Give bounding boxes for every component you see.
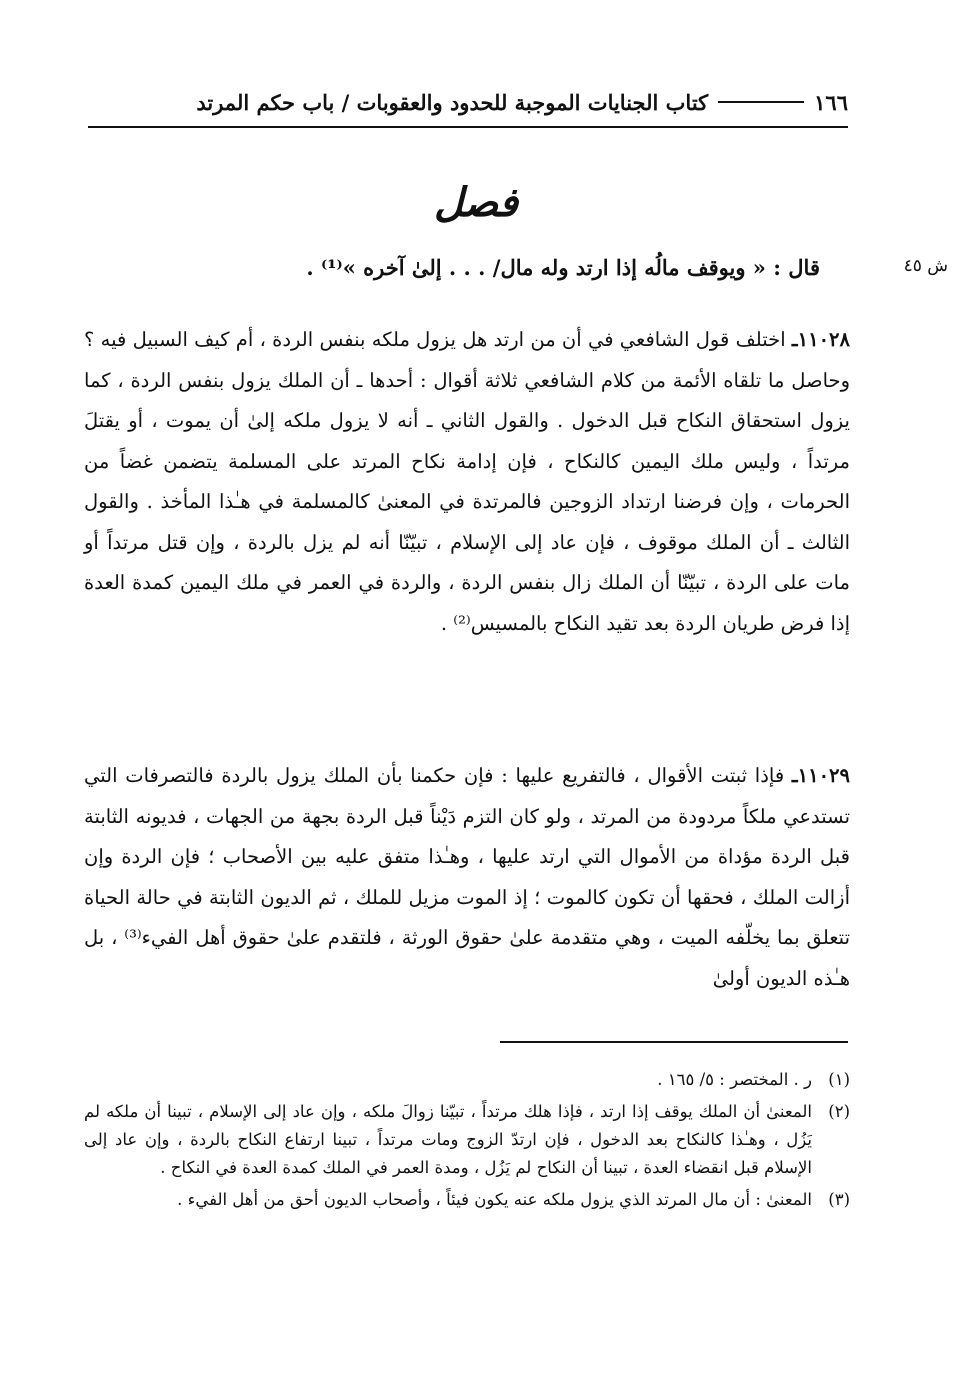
footnote-text: المعنىٰ : أن مال المرتد الذي يزول ملكه عنه يكون فيئاً ، وأصحاب الديون أحق من أهل الفيء . — [177, 1190, 812, 1209]
footnote-text: ر . المختصر : ٥/ ١٦٥ . — [657, 1070, 812, 1089]
footnote — [84, 1066, 850, 1094]
paragraph-text: فإذا ثبتت الأقوال ، فالتفريع عليها : فإن حكمنا بأن الملك يزول بالردة فالتصرفات التي تستدعي ملكاً مردودة من المرتد ، ولو كان التزم دَيْناً قبل الردة بجهة من الجهات ، فديونه الثابتة قبل الردة مؤداة من الأموال التي ارتد عليها ، وهـٰذا متفق عليه بين الأصحاب ؛ فإن الردة وإن أزالت الملك ، فحقها أن تكون كالموت ؛ إذ الموت مزيل للملك ، ثم الديون الثابتة في حالة الحياة تتعلق بما يخلّفه الميت ، وهي متقدمة علىٰ حقوق الورثة ، فلتقدم علىٰ حقوق أهل الفيء⁽³⁾ ، بل هـٰذه الديون أولىٰ — [84, 764, 850, 990]
header-dash — [718, 101, 804, 103]
footnotes — [84, 1066, 850, 1218]
margin-reference: ش ٤٥ — [903, 256, 948, 276]
paragraph-11029 — [84, 756, 850, 999]
header-rule — [88, 126, 848, 128]
section-title-fasl: فصل — [433, 179, 519, 226]
header-title: كتاب الجنايات الموجبة للحدود والعقوبات / باب حكم المرتد — [196, 89, 709, 115]
paragraph-number: ١١٠٢٩ـ — [791, 764, 851, 787]
footnote-number: (٣) — [828, 1190, 850, 1209]
paragraph-number: ١١٠٢٨ـ — [791, 328, 851, 351]
paragraph-11028 — [84, 320, 850, 644]
footnote-number: (١) — [828, 1070, 850, 1089]
paragraph-text: اختلف قول الشافعي في أن من ارتد هل يزول ملكه بنفس الردة ، أم كيف السبيل فيه ؟ وحاصل ما تلقاه الأئمة من كلام الشافعي ثلاثة أقوال : أحدها ـ أن الملك يزول بنفس الردة ، كما يزول استحقاق النكاح قبل الدخول . والقول الثاني ـ أنه لا يزول ملكه إلىٰ أن يموت ، أو يقتلَ مرتداً ، وليس ملك اليمين كالنكاح ، فإن إدامة نكاح المرتد على المسلمة يتضمن غضاً من الحرمات ، وإن فرضنا ارتداد الزوجين فالمرتدة في المعنىٰ كالمسلمة في هـٰذا المأخذ . والقول الثالث ـ أن الملك موقوف ، فإن عاد إلى الإسلام ، تبيّنّا أنه لم يزل بالردة ، وإن قتل مرتداً أو مات على الردة ، تبيّنّا أن الملك زال بنفس الردة ، والردة في العمر في ملك اليمين كمدة العدة إذا فرض طريان الردة بعد تقيد النكاح بالمسيس⁽²⁾ . — [84, 328, 851, 635]
quote-heading: قال : « ويوقف مالُه إذا ارتد وله مال/ . . . إلىٰ آخره »⁽¹⁾ . — [306, 255, 820, 280]
footnote-rule — [500, 1041, 848, 1043]
footnote-text: المعنىٰ أن الملك يوقف إذا ارتد ، فإذا هلك مرتداً ، تبيّنا زوالَ ملكه ، وإن عاد إلى الإسلام ، تبينا أن ملكه لم يَزُل ، وهـٰذا كالنكاح بعد الدخول ، فإن ارتدّ الزوج ومات مرتداً ، تبينا ارتفاع النكاح بالردة ، وإن عاد إلى الإسلام قبل انقضاء العدة ، تبينا أن النكاح لم يَزُل ، ومدة العمر في الملك كمدة العدة في النكاح . — [84, 1102, 812, 1177]
page-number: ١٦٦ — [814, 89, 848, 115]
footnote — [84, 1186, 850, 1214]
footnote-number: (٢) — [828, 1102, 850, 1121]
footnote — [84, 1098, 850, 1182]
running-header — [88, 82, 848, 122]
